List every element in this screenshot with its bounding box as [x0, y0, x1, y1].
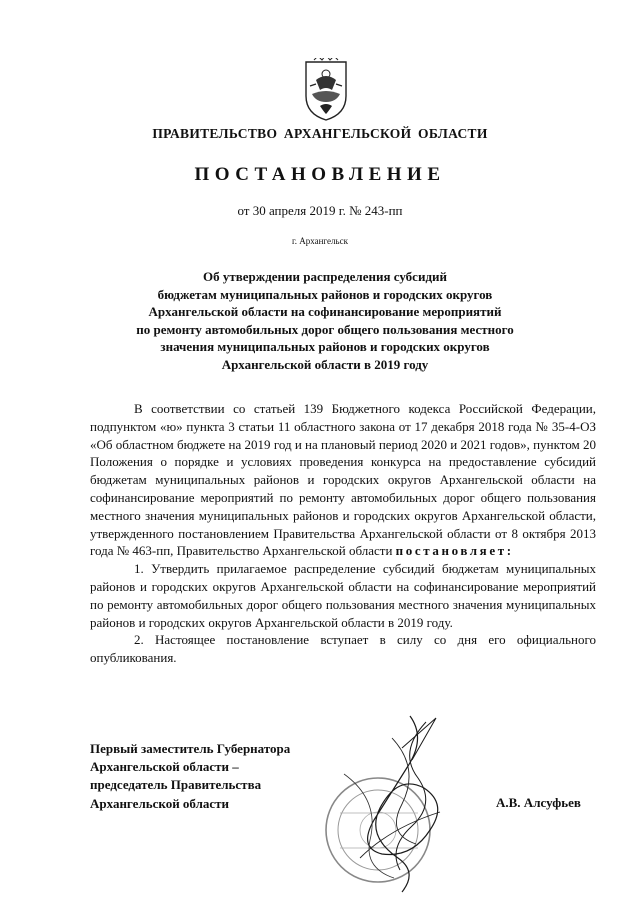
signatory-name: А.В. Алсуфьев — [496, 795, 581, 810]
title-line: Об утверждении распределения субсидий — [203, 269, 447, 284]
city-name: г. Архангельск — [292, 236, 348, 246]
government-name: ПРАВИТЕЛЬСТВО АРХАНГЕЛЬСКОЙ ОБЛАСТИ — [152, 126, 488, 141]
preamble-paragraph — [90, 400, 596, 560]
document-body — [90, 400, 596, 667]
title-line: значения муниципальных районов и городских округов — [160, 339, 490, 355]
resolves-word: постановляет — [395, 543, 507, 559]
resolves-colon: : — [506, 543, 514, 559]
official-stamp-icon — [326, 778, 430, 882]
preamble-text: В соответствии со статьей 139 Бюджетного кодекса Российской Федерации, подпунктом «ю» пункта 3 статьи 11 областного закона от 17 декабря 2018 года № 35-4-ОЗ «Об областном бюджете на 2019 год и на плановый период 2020 и 2021 годов», пунктом 20 Положения о порядке и условиях проведения конкурса на предоставление субсидий бюджетам муниципальных районов и городских округов Архангельской области на софинансирование мероприятий по ремонту автомобильных дорог общего пользования местного значения муниципальных районов и городских округов Архангельской области, утвержденного постановлением Правительства Архангельской области от 8 октября 2013 года № 463-пп, Правительство Архангельской области — [90, 401, 596, 559]
signatory-position — [90, 740, 290, 813]
handwritten-signature-icon — [300, 708, 500, 900]
document-title — [80, 268, 570, 374]
coat-of-arms-icon — [302, 58, 350, 122]
title-line: Архангельской области на софинансирование мероприятий — [148, 304, 502, 320]
item-1-paragraph: 1. Утвердить прилагаемое распределение субсидий бюджетам муниципальных районов и городских округов Архангельской области на софинансирование мероприятий по ремонту автомобильных дорог общего пользования местного значения муниципальных районов и городских округов Архангельской области в 2019 году. — [90, 561, 596, 630]
title-line: по ремонту автомобильных дорог общего пользования местного — [136, 321, 514, 337]
item-2-paragraph: 2. Настоящее постановление вступает в силу со дня его официального опубликования. — [90, 632, 596, 666]
title-line: бюджетам муниципальных районов и городских округов — [157, 286, 493, 302]
document-type: ПОСТАНОВЛЕНИЕ — [194, 164, 446, 185]
date-and-number: от 30 апреля 2019 г. № 243-пп — [237, 203, 403, 218]
position-line: Архангельской области – — [90, 759, 239, 775]
title-line: Архангельской области в 2019 году — [221, 356, 429, 372]
position-line: Архангельской области — [90, 795, 230, 811]
position-line: председатель Правительства — [90, 777, 262, 793]
position-line: Первый заместитель Губернатора — [90, 741, 291, 756]
